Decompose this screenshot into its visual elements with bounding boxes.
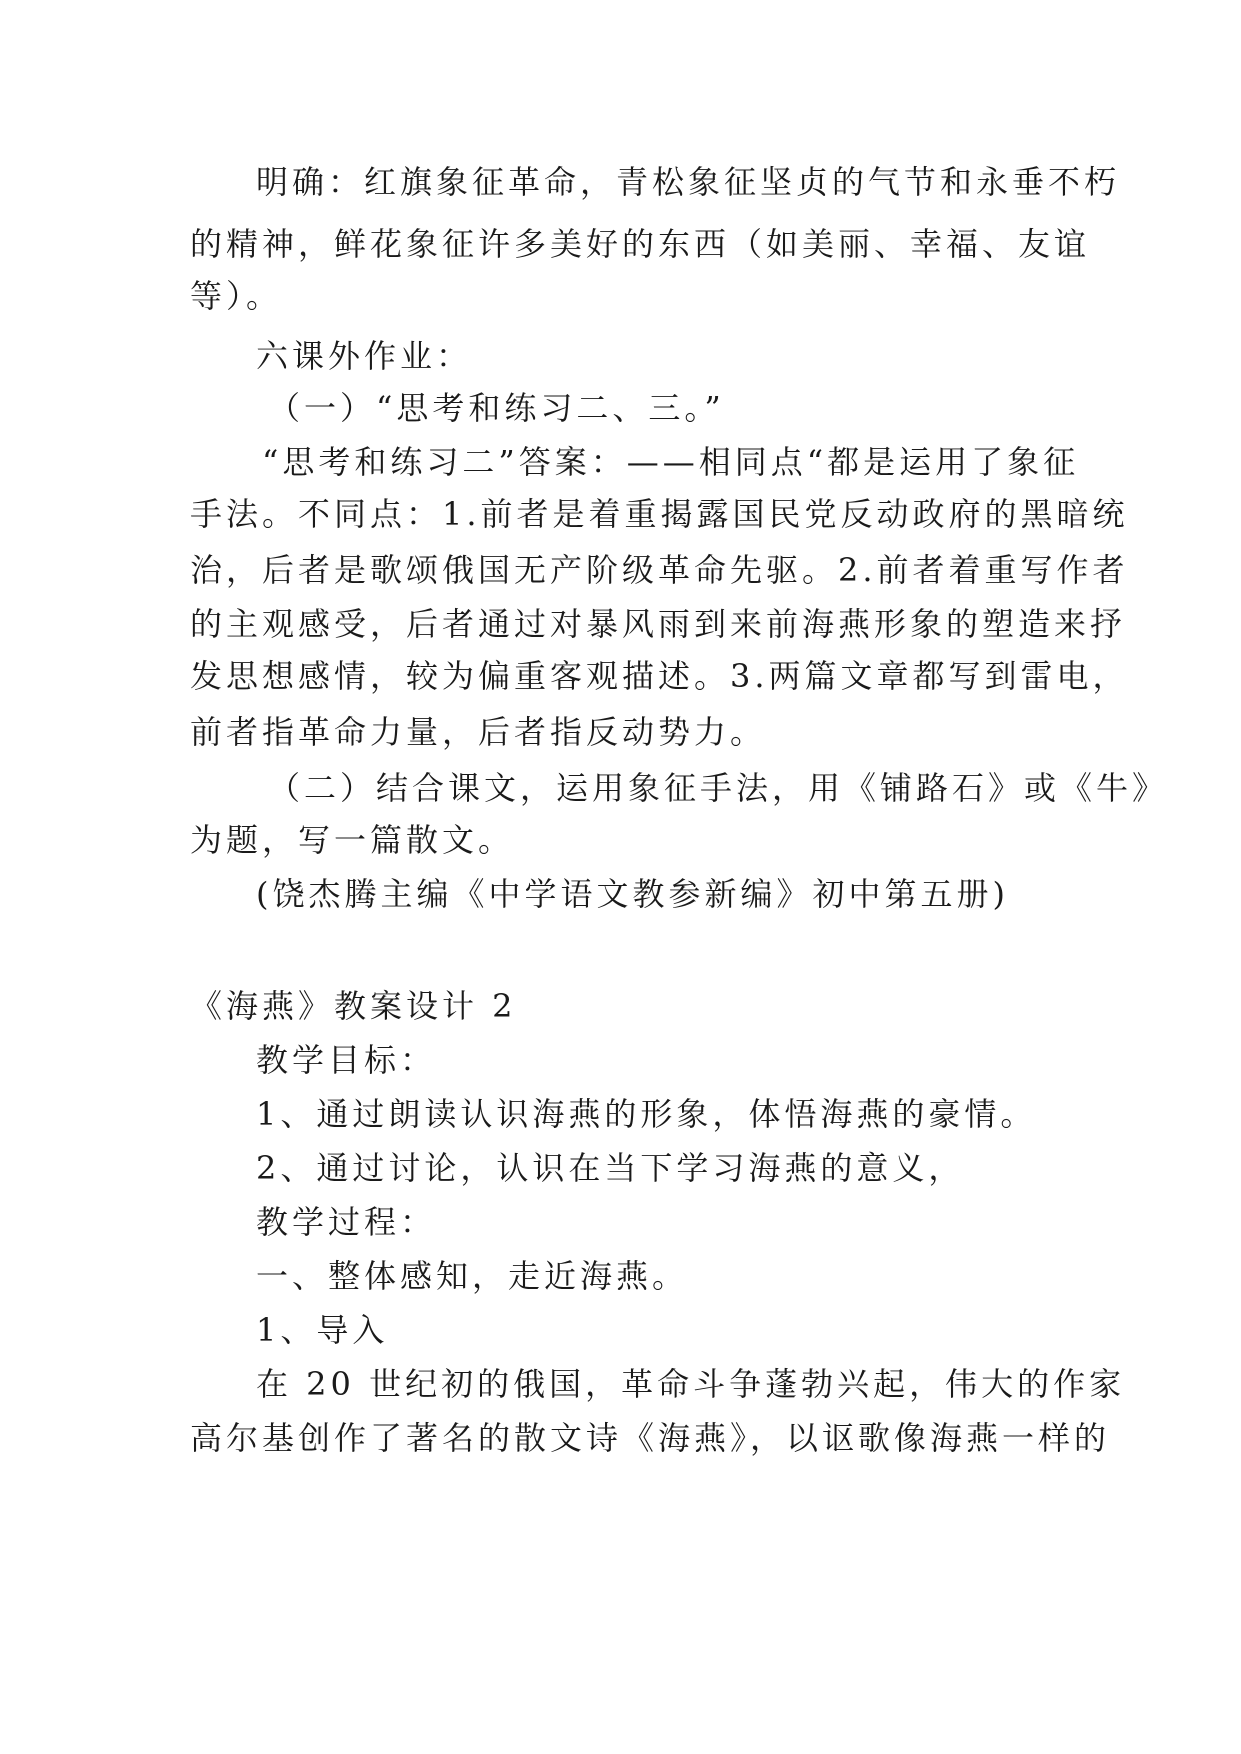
- paragraph-line: 的主观感受，后者通过对暴风雨到来前海燕形象的塑造来抒: [190, 605, 1127, 643]
- paragraph-line: 等）。: [190, 277, 283, 315]
- citation-line: (饶杰腾主编《中学语文教参新编》初中第五册): [256, 875, 1009, 913]
- paragraph-line: 治，后者是歌颂俄国无产阶级革命先驱。2.前者着重写作者: [190, 551, 1129, 589]
- paragraph-line: 为题，写一篇散文。: [190, 821, 515, 859]
- list-item: 1、通过朗读认识海燕的形象，体悟海燕的豪情。: [256, 1095, 1037, 1133]
- paragraph-line: （一）“思考和练习二、三。”: [268, 389, 725, 427]
- list-item: 1、导入: [256, 1311, 389, 1349]
- paragraph-line: 发思想感情，较为偏重客观描述。3.两篇文章都写到雷电，: [190, 657, 1129, 695]
- list-item: 2、通过讨论，认识在当下学习海燕的意义，: [256, 1149, 965, 1187]
- section-heading: 一、整体感知，走近海燕。: [256, 1257, 689, 1295]
- section-heading: 六课外作业：: [256, 337, 473, 375]
- paragraph-line: 的精神，鲜花象征许多美好的东西（如美丽、幸福、友谊: [190, 225, 1091, 263]
- section-heading: 教学过程：: [256, 1203, 437, 1241]
- section-title: 《海燕》教案设计 2: [190, 987, 517, 1025]
- paragraph-line: “思考和练习二”答案：——相同点“都是运用了象征: [262, 443, 1080, 481]
- paragraph-line: （二）结合课文，运用象征手法，用《铺路石》或《牛》: [268, 769, 1169, 807]
- paragraph-line: 前者指革命力量，后者指反动势力。: [190, 713, 767, 751]
- paragraph-line: 手法。不同点：1.前者是着重揭露国民党反动政府的黑暗统: [190, 495, 1129, 533]
- paragraph-line: 明确：红旗象征革命，青松象征坚贞的气节和永垂不朽: [256, 163, 1121, 201]
- section-heading: 教学目标：: [256, 1041, 437, 1079]
- paragraph-line: 高尔基创作了著名的散文诗《海燕》，以讴歌像海燕一样的: [190, 1419, 1111, 1457]
- paragraph-line: 在 20 世纪初的俄国，革命斗争蓬勃兴起，伟大的作家: [256, 1365, 1126, 1403]
